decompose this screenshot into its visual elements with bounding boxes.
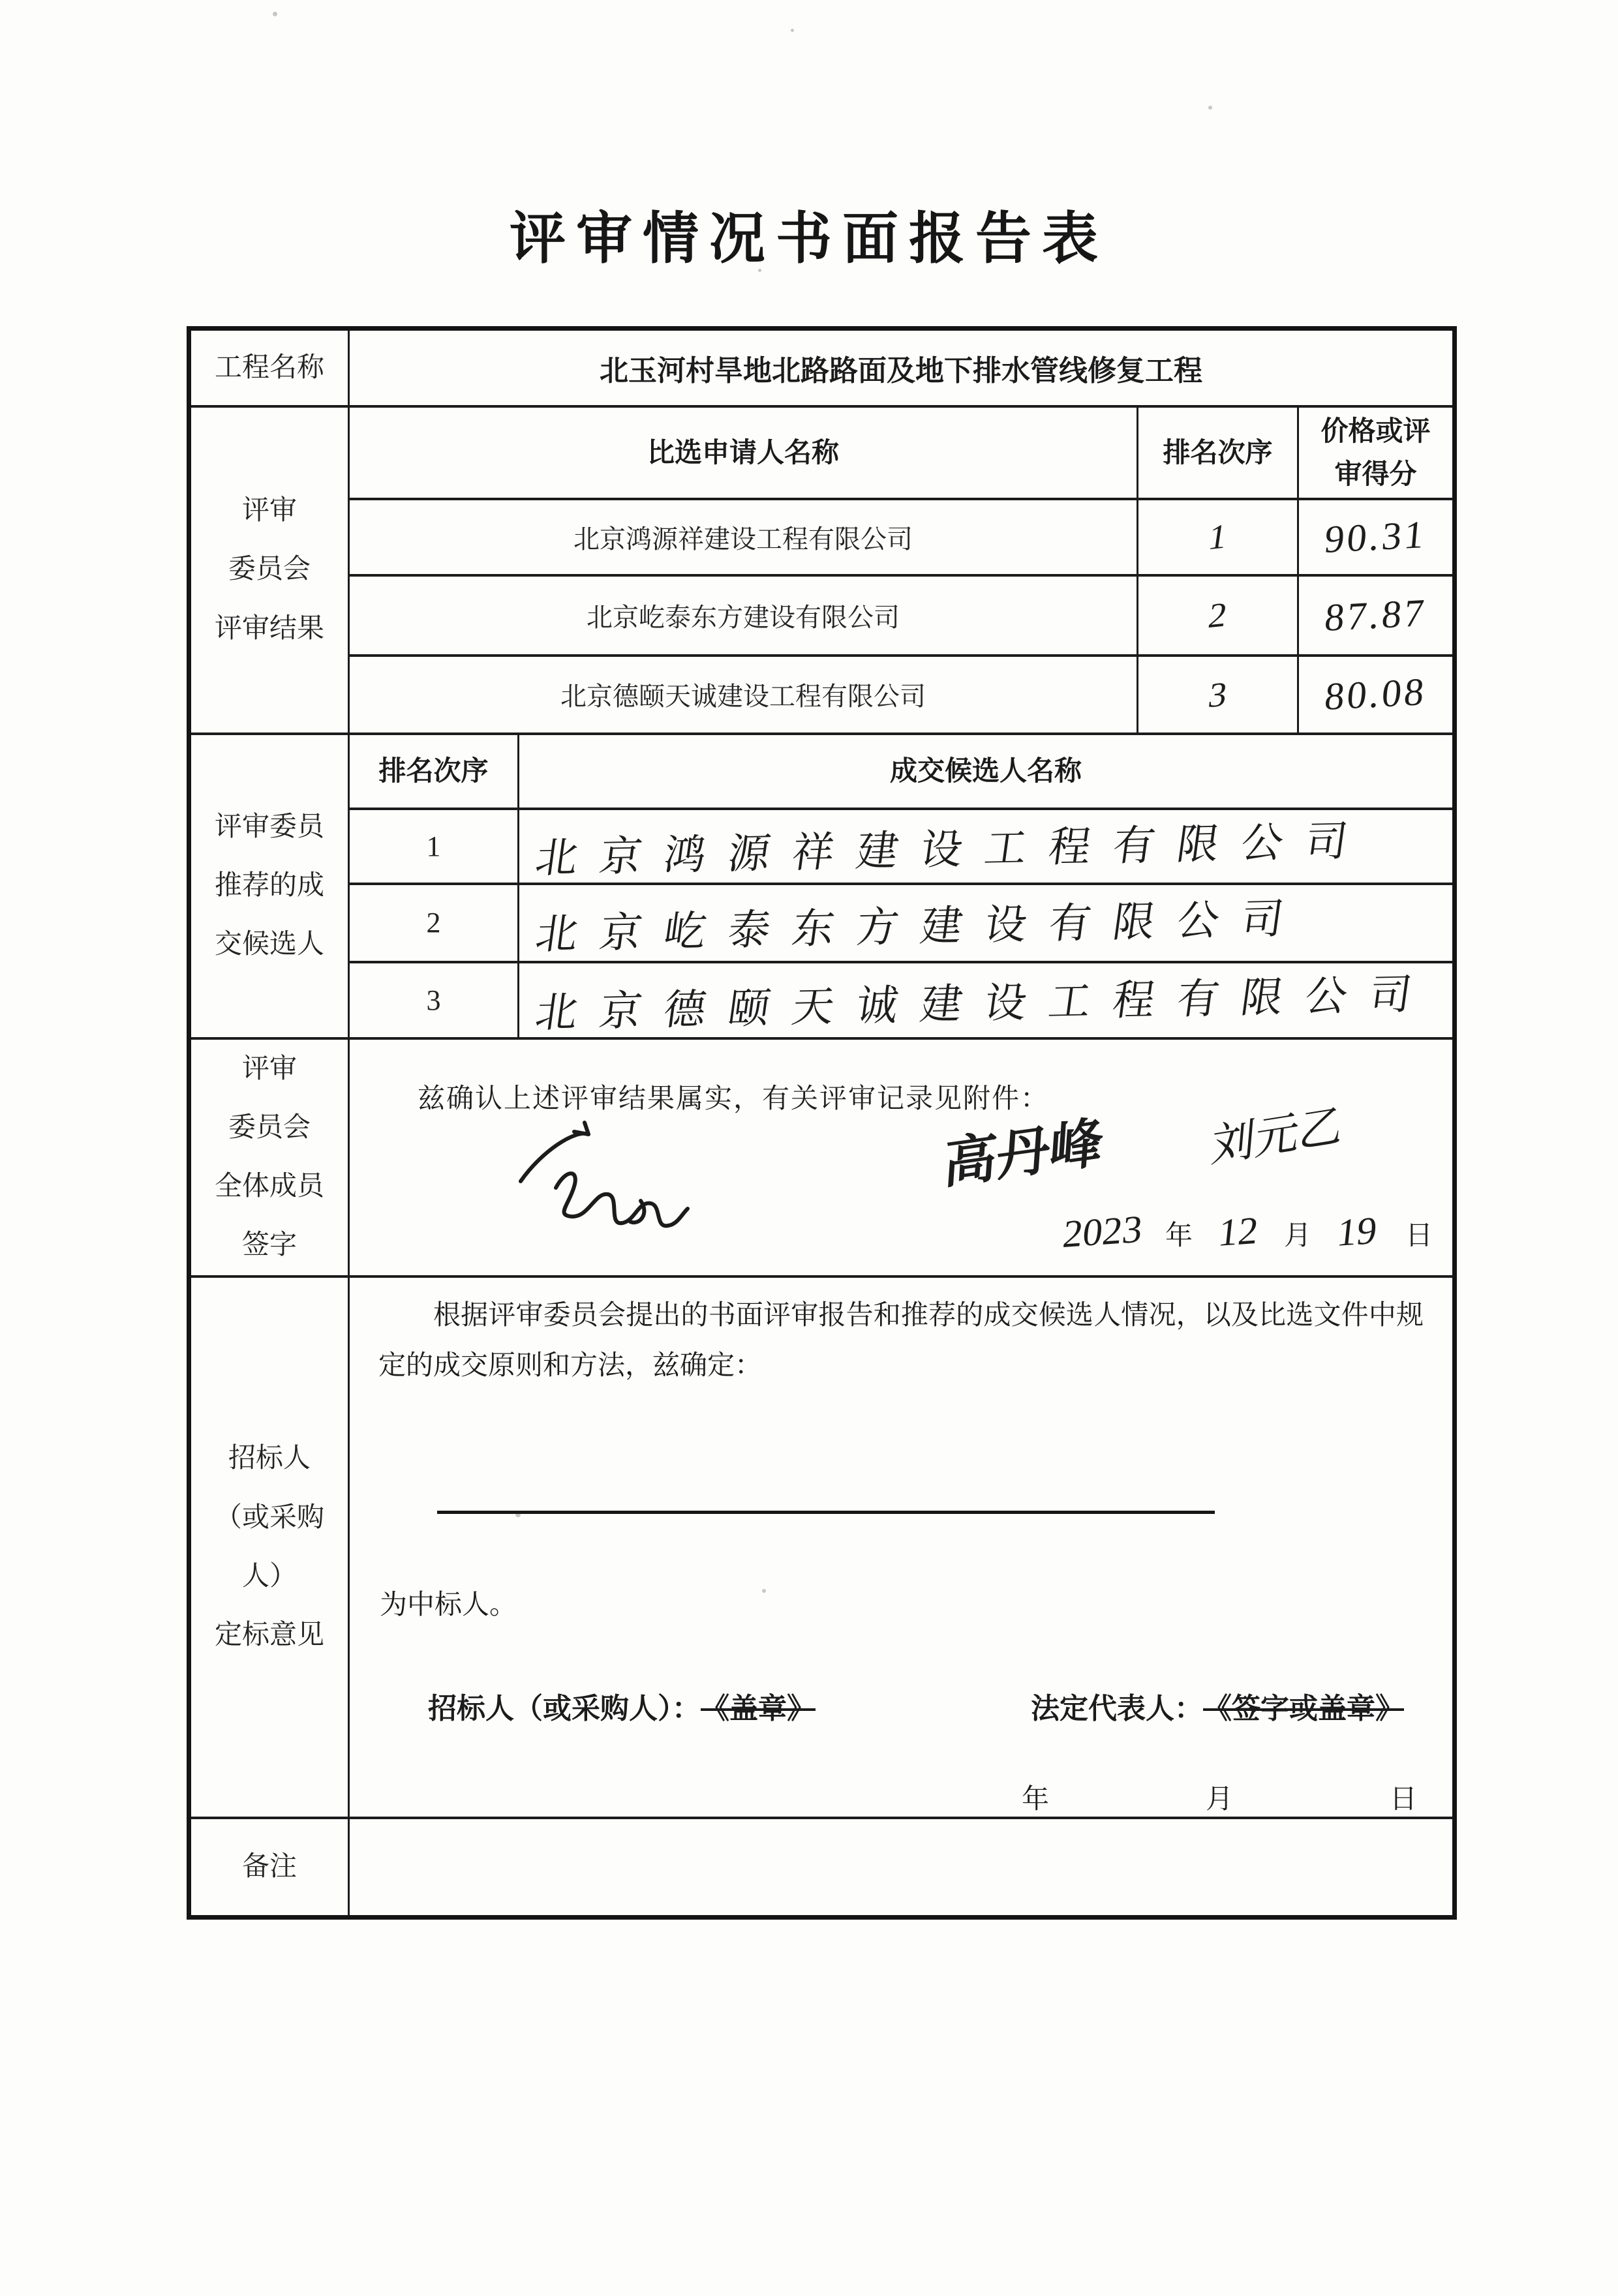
candidate-rank-header: 排名次序 — [349, 734, 519, 809]
applicant-header-row — [189, 406, 1455, 499]
year-label: 年 — [1165, 1221, 1193, 1252]
candidate-rank: 1 — [349, 809, 519, 884]
handwritten-candidate-name: 北京鸿源祥建设工程有限公司 — [532, 817, 1373, 882]
applicant-name: 北京鸿源祥建设工程有限公司 — [349, 499, 1138, 575]
confirm-statement: 兹确认上述评审结果属实，有关评审记录见附件： — [418, 1084, 1050, 1115]
score-value-handwritten — [1298, 499, 1455, 575]
candidate-rank: 2 — [349, 884, 519, 962]
decision-section-row — [189, 1276, 1455, 1818]
sign-date-row — [1060, 1207, 1433, 1256]
remark-value-cell — [349, 1818, 1455, 1917]
signature-section-cell — [349, 1038, 1455, 1276]
bidder-label: 招标人（或采购人）： — [428, 1693, 701, 1725]
label-line: 推荐的成 — [214, 870, 324, 901]
signature-3-handwritten: 刘元乙 — [1209, 1100, 1345, 1172]
recommended-candidate-label — [189, 734, 349, 1038]
applicant-name: 北京德颐天诚建设工程有限公司 — [349, 656, 1138, 734]
form-title: 评审情况书面报告表 — [510, 207, 1108, 270]
committee-members-sign-label — [189, 1038, 349, 1276]
sign-date-month-value: 12 — [1216, 1209, 1260, 1255]
handwritten-candidate-name: 北京屹泰东方建设有限公司 — [532, 895, 1309, 958]
handwritten-rank: 1 — [1206, 516, 1230, 558]
representative-label: 法定代表人： — [1031, 1693, 1203, 1725]
decision-section-cell — [349, 1276, 1455, 1818]
rank-value-handwritten — [1138, 499, 1298, 575]
tenderer-decision-label — [189, 1276, 349, 1818]
label-line: 评审 — [241, 1053, 297, 1084]
score-value-handwritten — [1298, 656, 1455, 734]
score-header — [1298, 406, 1455, 499]
label-line: 人） — [241, 1561, 297, 1592]
signature-section-row — [189, 1038, 1455, 1276]
label-line: 委员会 — [228, 1112, 311, 1143]
candidate-row-1 — [189, 809, 1455, 884]
score-header-line2: 审得分 — [1334, 458, 1417, 489]
applicant-name-header: 比选申请人名称 — [349, 406, 1138, 499]
candidate-rank: 3 — [349, 962, 519, 1038]
day-label: 日 — [1405, 1221, 1433, 1252]
label-text: 工程名称 — [214, 352, 324, 383]
applicant-row-2 — [189, 575, 1455, 656]
label-line: 招标人 — [228, 1443, 311, 1474]
handwritten-rank: 3 — [1206, 674, 1230, 715]
handwritten-candidate-name: 北京德颐天诚建设工程有限公司 — [532, 971, 1437, 1036]
remark-label — [189, 1818, 349, 1917]
handwritten-score: 87.87 — [1322, 590, 1429, 639]
day-label: 日 — [1389, 1785, 1417, 1815]
winner-blank-line — [437, 1511, 1215, 1514]
label-text: 备注 — [241, 1852, 297, 1882]
representative-seal-placeholder: 《签字或盖章》 — [1203, 1693, 1404, 1725]
score-value-handwritten — [1298, 575, 1455, 656]
candidate-name-header: 成交候选人名称 — [519, 734, 1455, 809]
review-committee-result-label — [189, 406, 349, 734]
rank-value-handwritten — [1138, 575, 1298, 656]
signature-1-scribble — [513, 1117, 728, 1231]
sign-date-year-value: 2023 — [1060, 1207, 1145, 1256]
month-label: 月 — [1205, 1785, 1233, 1815]
handwritten-rank: 2 — [1206, 594, 1230, 636]
label-line: 评审结果 — [214, 613, 324, 644]
winner-suffix-text: 为中标人。 — [380, 1590, 517, 1621]
label-line: 交候选人 — [214, 929, 324, 960]
sign-date-day-value: 19 — [1335, 1209, 1379, 1255]
signature-2-handwritten: 高丹峰 — [941, 1112, 1105, 1196]
handwritten-score: 80.08 — [1322, 669, 1429, 719]
candidate-header-row — [189, 734, 1455, 809]
scan-speckle — [791, 29, 794, 32]
report-table — [187, 326, 1457, 1920]
signature-scribble-svg — [513, 1117, 728, 1228]
project-name-value: 北玉河村旱地北路路面及地下排水管线修复工程 — [349, 329, 1455, 406]
label-line: 评审 — [241, 496, 297, 526]
label-line: 评审委员 — [214, 811, 324, 842]
decision-paragraph: 根据评审委员会提出的书面评审报告和推荐的成交候选人情况，以及比选文件中规定的成交原则和方法，兹确定： — [378, 1300, 1424, 1382]
candidate-row-2 — [189, 884, 1455, 962]
applicant-row-3 — [189, 656, 1455, 734]
candidate-name-handwritten — [519, 884, 1455, 962]
candidate-name-handwritten — [519, 962, 1455, 1038]
seal-row — [428, 1685, 1424, 1727]
label-line: 委员会 — [228, 554, 311, 585]
handwritten-score: 90.31 — [1322, 512, 1429, 561]
scan-speckle — [273, 12, 277, 16]
applicant-row-1 — [189, 499, 1455, 575]
applicant-name: 北京屹泰东方建设有限公司 — [349, 575, 1138, 656]
decision-date-row — [378, 1777, 1417, 1817]
bidder-seal-placeholder: 《盖章》 — [701, 1693, 816, 1725]
candidate-name-handwritten — [519, 809, 1455, 884]
label-line: 定标意见 — [214, 1620, 324, 1651]
month-label: 月 — [1283, 1221, 1311, 1252]
remark-row — [189, 1818, 1455, 1917]
project-name-label — [189, 329, 349, 406]
candidate-row-3 — [189, 962, 1455, 1038]
label-line: 全体成员 — [214, 1171, 324, 1202]
rank-header: 排名次序 — [1138, 406, 1298, 499]
scan-speckle — [1208, 106, 1212, 110]
rank-value-handwritten — [1138, 656, 1298, 734]
year-label: 年 — [1021, 1785, 1049, 1815]
label-line: （或采购 — [214, 1502, 324, 1533]
project-row — [189, 329, 1455, 406]
label-line: 签字 — [241, 1230, 297, 1261]
score-header-line1: 价格或评 — [1320, 415, 1431, 447]
